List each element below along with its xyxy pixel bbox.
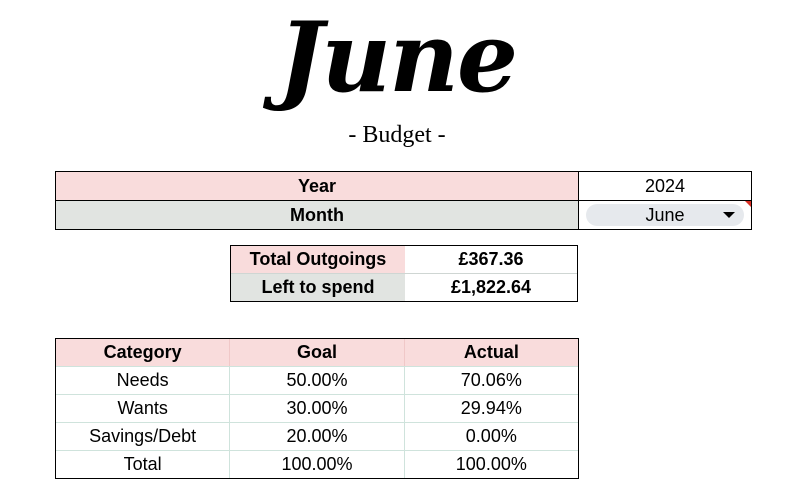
comment-indicator-icon[interactable]	[745, 201, 751, 207]
month-dropdown[interactable]	[586, 204, 744, 226]
table-row	[56, 366, 578, 394]
column-header-goal: Goal	[229, 339, 403, 366]
year-row	[56, 172, 751, 200]
table-row	[56, 450, 578, 478]
column-header-category: Category	[56, 339, 229, 366]
caret-down-icon[interactable]	[723, 212, 735, 218]
column-header-actual: Actual	[404, 339, 578, 366]
actual-cell[interactable]: 70.06%	[404, 367, 578, 394]
year-value: 2024	[644, 175, 686, 196]
month-row	[56, 200, 751, 229]
total-outgoings-label: Total Outgoings	[231, 246, 405, 273]
page-title: June	[277, 1, 517, 114]
goal-cell[interactable]: 100.00%	[229, 451, 403, 478]
total-outgoings-value[interactable]: £367.36	[405, 246, 577, 273]
table-row	[56, 422, 578, 450]
year-label: Year	[56, 172, 579, 200]
actual-cell[interactable]: 0.00%	[404, 423, 578, 450]
actual-cell[interactable]: 29.94%	[404, 395, 578, 422]
summary-row	[231, 246, 577, 273]
category-table	[55, 338, 579, 479]
table-header-row	[56, 339, 578, 366]
category-cell[interactable]: Needs	[116, 370, 169, 390]
period-table	[55, 171, 752, 230]
left-to-spend-label: Left to spend	[231, 274, 405, 301]
category-cell[interactable]: Savings/Debt	[89, 426, 197, 446]
goal-cell[interactable]: 20.00%	[229, 423, 403, 450]
table-row	[56, 394, 578, 422]
left-to-spend-value[interactable]: £1,822.64	[405, 274, 577, 301]
goal-cell[interactable]: 50.00%	[229, 367, 403, 394]
goal-cell[interactable]: 30.00%	[229, 395, 403, 422]
actual-cell[interactable]: 100.00%	[404, 451, 578, 478]
year-cell[interactable]	[579, 172, 751, 200]
page-subtitle: - Budget -	[348, 122, 446, 148]
month-value: June	[645, 204, 685, 225]
month-cell[interactable]	[579, 201, 751, 229]
category-cell[interactable]: Total	[123, 454, 162, 474]
category-cell[interactable]: Wants	[117, 398, 168, 418]
summary-table	[230, 245, 578, 302]
summary-row	[231, 273, 577, 301]
month-label: Month	[56, 201, 579, 229]
